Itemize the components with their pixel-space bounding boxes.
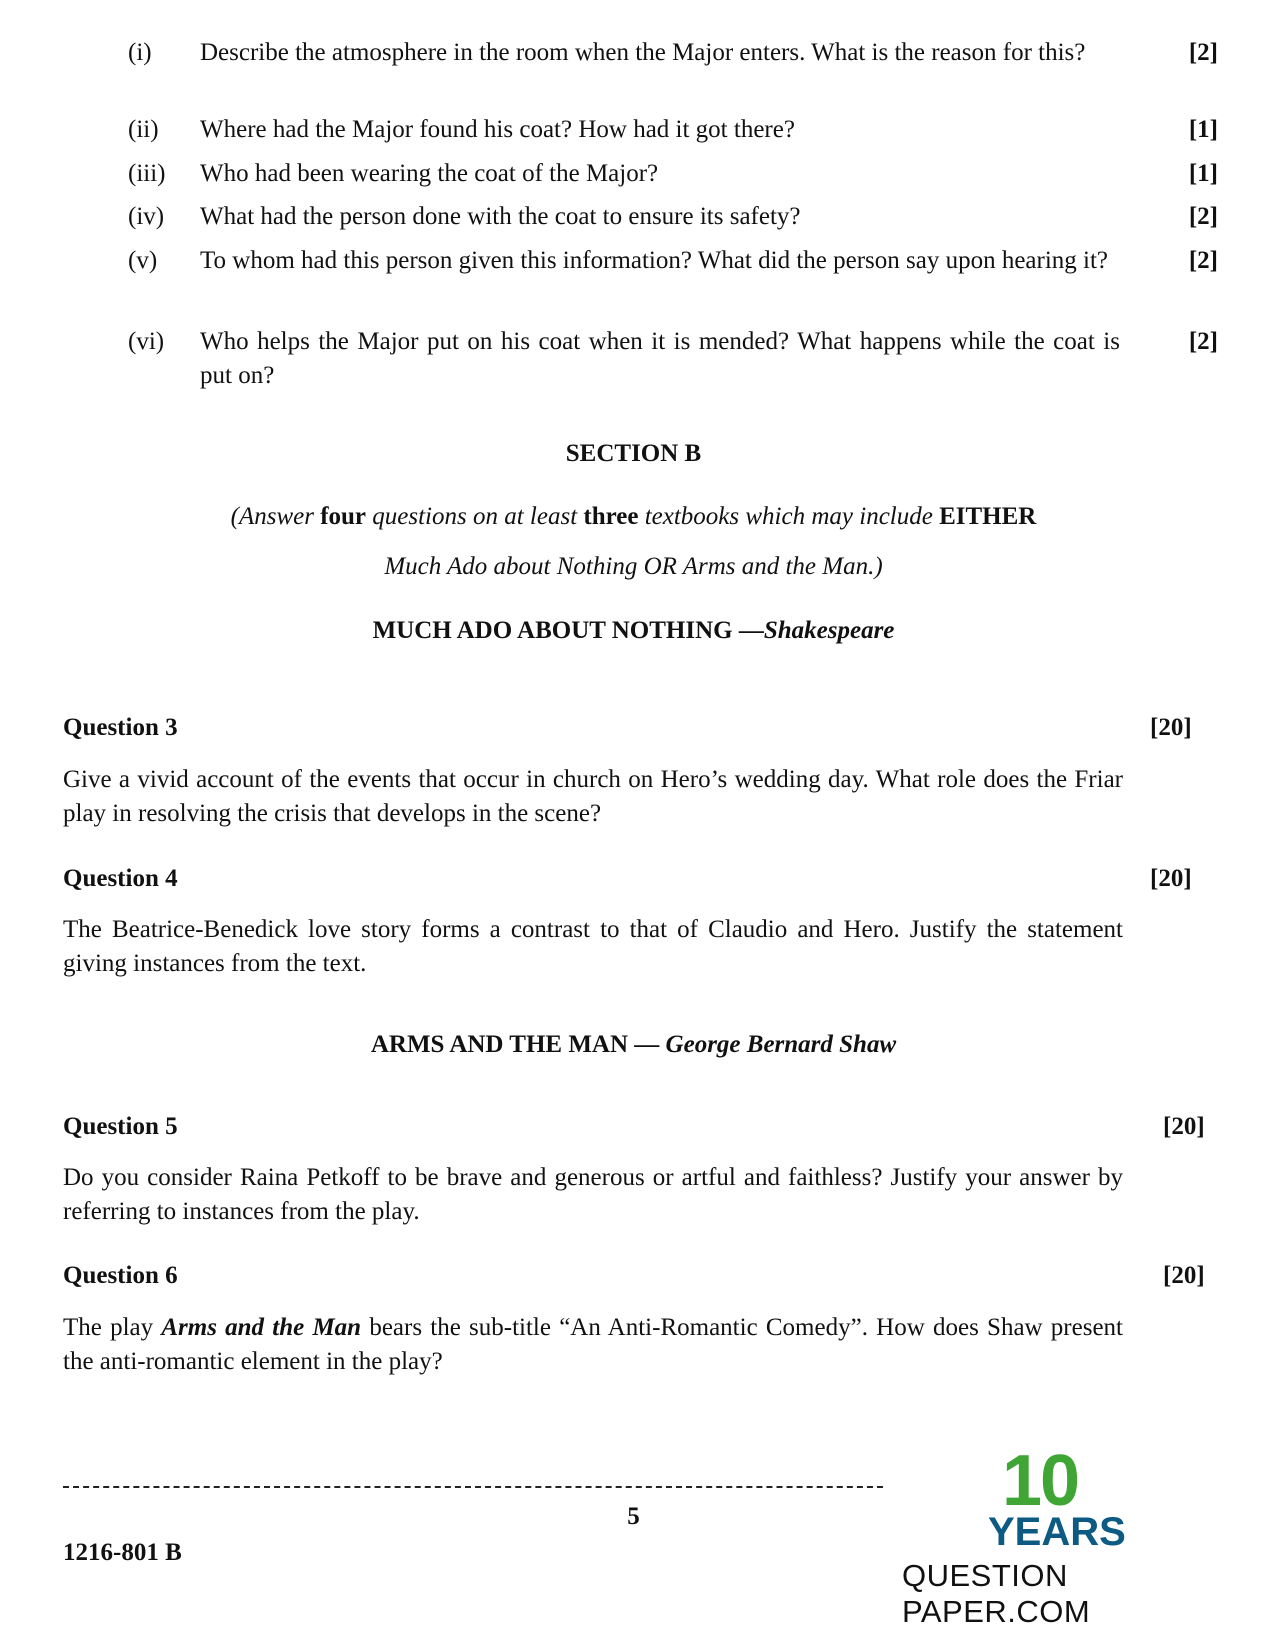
section-b-title: SECTION B	[565, 440, 702, 467]
sub-question-marks: [1]	[1188, 116, 1218, 143]
sub-question-marks: [1]	[1188, 160, 1218, 187]
sub-question-text: What had the person done with the coat to ensure its safety?	[200, 203, 801, 230]
watermark-logo	[900, 1441, 1210, 1629]
sub-question-number: (iv)	[128, 203, 165, 230]
instruction-either: EITHER	[939, 503, 1037, 530]
sub-question-number: (iii)	[128, 160, 166, 187]
question-4-text: The Beatrice-Benedick love story forms a contrast to that of Claudio and Hero. Justify the statement giving instances from the text.	[63, 916, 1123, 977]
play-title: MUCH ADO ABOUT NOTHING	[372, 617, 733, 644]
question-3-text: Give a vivid account of the events that occur in church on Hero’s wedding day. What role does the Friar play in resolving the crisis that develops in the scene?	[63, 766, 1123, 827]
question-5-text: Do you consider Raina Petkoff to be brave and generous or artful and faithless? Justify your answer by referring to instances from the play.	[63, 1164, 1123, 1225]
play-title: ARMS AND THE MAN	[370, 1031, 629, 1058]
sub-question-text: Who had been wearing the coat of the Major?	[200, 160, 659, 187]
instruction-three: three	[583, 503, 639, 530]
instruction-open: (Answer	[230, 503, 321, 530]
question-3-marks: [20]	[1150, 714, 1192, 741]
page-number: 5	[627, 1503, 640, 1530]
sub-question-text: To whom had this person given this information? What did the person say upon hearing it?	[200, 247, 1109, 274]
play-heading-arms-and-the-man	[0, 1031, 1267, 1059]
sub-question-marks: [2]	[1188, 39, 1218, 66]
play-author: George Bernard Shaw	[665, 1031, 897, 1058]
instruction-tail: textbooks which may include	[638, 503, 940, 530]
sub-question-number: (v)	[128, 247, 158, 274]
play-dash: —	[634, 1031, 660, 1058]
play-heading-much-ado	[0, 617, 1267, 645]
logo-site: QUESTION PAPER.COM	[902, 1558, 1091, 1629]
sub-question-marks: [2]	[1188, 328, 1218, 355]
question-3-label: Question 3	[63, 714, 178, 741]
sub-question-number: (vi)	[128, 328, 165, 355]
play-author: Shakespeare	[763, 617, 895, 644]
end-of-paper-divider	[63, 1486, 883, 1488]
question-6-label: Question 6	[63, 1262, 178, 1289]
sub-question-text: Describe the atmosphere in the room when the Major enters. What is the reason for this?	[200, 39, 1086, 66]
question-4-marks: [20]	[1150, 865, 1192, 892]
logo-years: YEARS	[988, 1510, 1126, 1554]
question-5-label: Question 5	[63, 1113, 178, 1140]
instruction-four: four	[320, 503, 367, 530]
sub-question-text: Who helps the Major put on his coat when it is mended? What happens while the coat is put on?	[200, 328, 1120, 389]
sub-question-text: Where had the Major found his coat? How had it got there?	[200, 116, 795, 143]
question-6-text	[63, 1311, 1123, 1379]
sub-question-number: (i)	[128, 39, 152, 66]
instruction-mid: questions on at least	[366, 503, 584, 530]
question-6-text-pre: The play	[63, 1314, 162, 1341]
question-6-text-post: bears the sub-title “An Anti-Romantic Comedy”. How does Shaw present the anti-romantic element in the play?	[63, 1314, 1124, 1375]
question-6-marks: [20]	[1163, 1262, 1205, 1289]
question-6-play-title: Arms and the Man	[161, 1314, 362, 1341]
sub-question-marks: [2]	[1188, 203, 1218, 230]
logo-ten: 10	[1002, 1441, 1079, 1521]
sub-question-marks: [2]	[1188, 247, 1218, 274]
play-dash: —	[738, 617, 764, 644]
sub-question-number: (ii)	[128, 116, 159, 143]
section-b-instructions-line2: Much Ado about Nothing OR Arms and the Man.)	[384, 553, 883, 580]
section-b-instructions	[0, 503, 1267, 531]
question-4-label: Question 4	[63, 865, 178, 892]
question-5-marks: [20]	[1163, 1113, 1205, 1140]
paper-code: 1216-801 B	[63, 1539, 182, 1566]
